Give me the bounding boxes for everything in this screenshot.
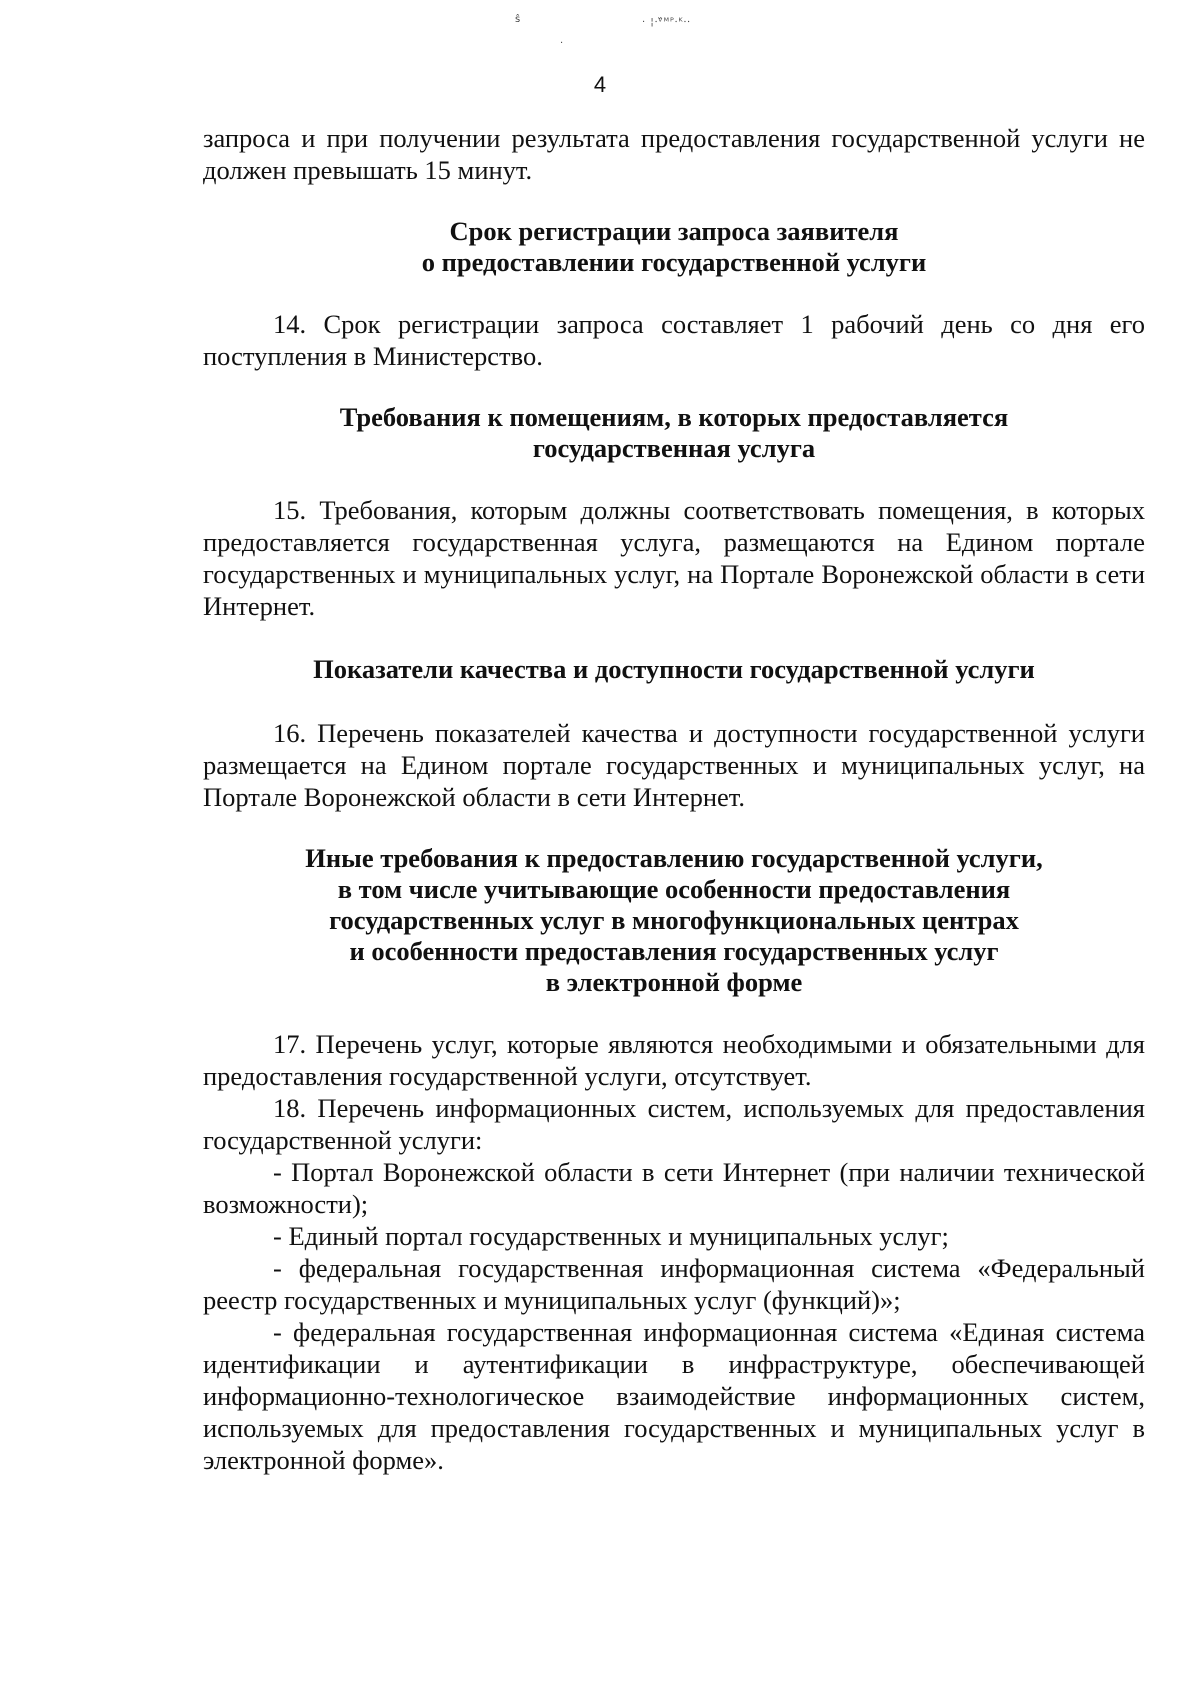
list-item: - федеральная государственная информационная система «Единая система идентификации и аутентификации в инфраструктуре, обеспечивающей информационно-технологическое взаимодействие информационных систем, используемых для предоставления государственных и муниципальных услуг в электронной форме». (203, 1317, 1145, 1475)
list-item: - Портал Воронежской области в сети Интернет (при наличии технической возможности); (203, 1157, 1145, 1219)
continuation-paragraph: запроса и при получении результата предоставления государственной услуги не должен превышать 15 минут. (203, 123, 1145, 185)
paragraph-16: 16. Перечень показателей качества и доступности государственной услуги размещается на Едином портале государственных и муниципальных услуг, на Портале Воронежской области в сети Интернет. (203, 718, 1145, 812)
scan-artifact: · ¦⸱ᵛ᷈ᴹᴾ⸱ᴷ⸱⸱ (642, 17, 691, 28)
section-title: Иные требования к предоставлению государственной услуги, в том числе учитывающие особенности предоставления государственных услуг в многофункциональных центрах и особенности предоставления государственных услуг в электронной форме (305, 843, 1043, 997)
paragraph-17: 17. Перечень услуг, которые являются необходимыми и обязательными для предоставления государственной услуги, отсутствует. (203, 1029, 1145, 1091)
paragraph-14: 14. Срок регистрации запроса составляет 1 рабочий день со дня его поступления в Министерство. (203, 309, 1145, 371)
list-item: - Единый портал государственных и муниципальных услуг; (273, 1221, 949, 1251)
scan-artifact: ŝ (515, 14, 522, 25)
scan-artifact: · (560, 38, 565, 49)
paragraph-18: 18. Перечень информационных систем, используемых для предоставления государственной услуги: (203, 1093, 1145, 1155)
page-number: 4 (593, 72, 607, 97)
list-item: - федеральная государственная информационная система «Федеральный реестр государственных и муниципальных услуг (функций)»; (203, 1253, 1145, 1315)
paragraph-15: 15. Требования, которым должны соответствовать помещения, в которых предоставляется государственная услуга, размещаются на Едином портале государственных и муниципальных услуг, на Портале Воронежской области в сети Интернет. (203, 495, 1145, 621)
section-title: Требования к помещениям, в которых предоставляется государственная услуга (339, 402, 1009, 463)
section-title: Показатели качества и доступности государственной услуги (313, 654, 1035, 684)
section-title: Срок регистрации запроса заявителя о предоставлении государственной услуги (421, 216, 927, 277)
document-body (203, 122, 1145, 1476)
